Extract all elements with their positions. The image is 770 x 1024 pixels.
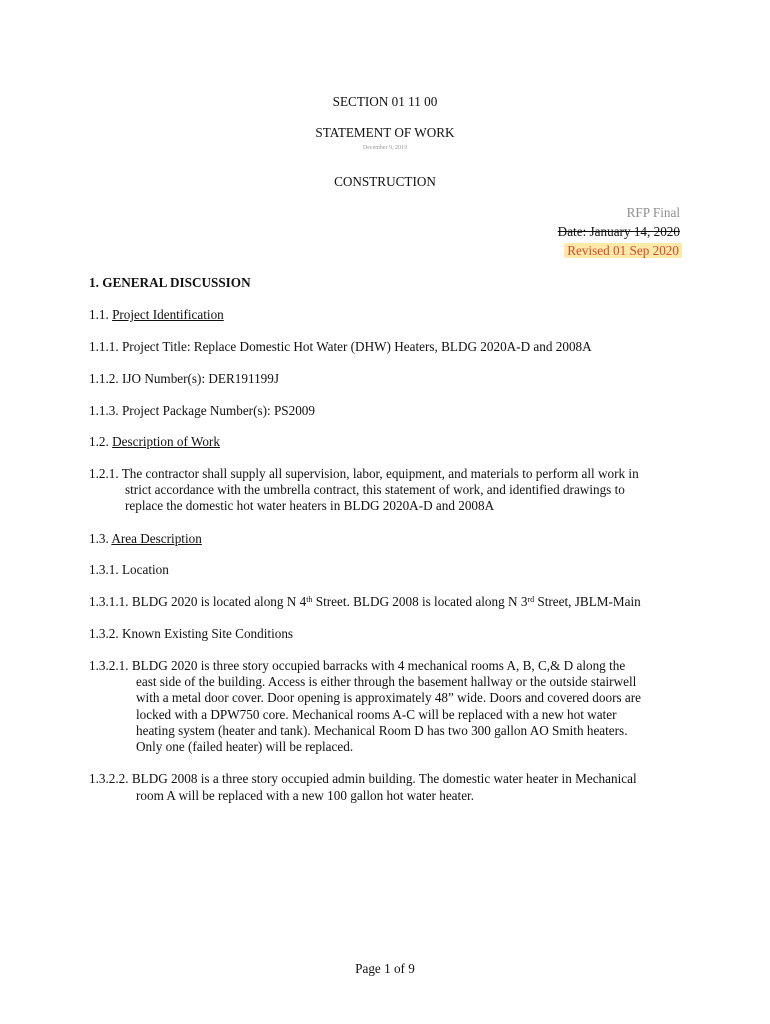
document-subtitle: CONSTRUCTION (334, 174, 436, 189)
site-conditions-heading: 1.3.2. Known Existing Site Conditions (89, 626, 294, 641)
project-title-line: 1.1.1. Project Title: Replace Domestic Hot Water (DHW) Heaters, BLDG 2020A-D and 2008A (89, 339, 592, 354)
text-segment: Street. BLDG 2008 is located along N 3 (312, 594, 528, 609)
location-detail-line (89, 594, 641, 610)
package-number-line: 1.1.3. Project Package Number(s): PS2009 (89, 403, 315, 418)
paragraph-line: heating system (heater and tank). Mechanical Room D has two 300 gallon AO Smith heaters. (136, 723, 628, 738)
paragraph-line: 1.3.2.2. BLDG 2008 is a three story occupied admin building. The domestic water heater in Mechanical (89, 771, 637, 786)
heading-area-description (89, 531, 202, 547)
heading-text: Area Description (111, 531, 202, 546)
paragraph-line: Only one (failed heater) will be replaced. (136, 739, 354, 754)
document-title: STATEMENT OF WORK (315, 125, 455, 140)
paragraph-line: 1.3.2.1. BLDG 2020 is three story occupied barracks with 4 mechanical rooms A, B, C,& D along the (89, 658, 626, 673)
paragraph-line: east side of the building. Access is either through the basement hallway or the outside stairwell (136, 674, 637, 689)
section-heading-general-discussion: 1. GENERAL DISCUSSION (89, 275, 251, 290)
superscript: th (306, 595, 313, 604)
heading-number: 1.1. (89, 307, 113, 322)
ijo-number-line: 1.1.2. IJO Number(s): DER191199J (89, 371, 279, 386)
page-number: Page 1 of 9 (355, 961, 415, 976)
heading-project-identification (89, 307, 224, 323)
text-segment: 1.3.1.1. BLDG 2020 is located along N 4 (89, 594, 307, 609)
paragraph-line: room A will be replaced with a new 100 gallon hot water heater. (136, 788, 475, 803)
heading-text: Description of Work (112, 434, 220, 449)
superscript: rd (527, 595, 535, 604)
location-heading: 1.3.1. Location (89, 562, 169, 577)
faded-date: December 9, 2019 (362, 145, 408, 151)
heading-description-of-work (89, 434, 220, 450)
struck-date: Date: January 14, 2020 (557, 224, 680, 239)
paragraph-line: with a metal door cover. Door opening is approximately 48” wide. Doors and covered doors are (136, 690, 642, 705)
revised-date-wrapper (564, 243, 682, 259)
rfp-status: RFP Final (626, 205, 680, 220)
paragraph-line: replace the domestic hot water heaters in BLDG 2020A-D and 2008A (125, 498, 495, 513)
revised-date: Revised 01 Sep 2020 (564, 243, 682, 258)
heading-number: 1.2. (89, 434, 113, 449)
text-segment: Street, JBLM-Main (534, 594, 641, 609)
heading-text: Project Identification (112, 307, 224, 322)
paragraph-line: strict accordance with the umbrella contract, this statement of work, and identified drawings to (125, 482, 625, 497)
heading-number: 1.3. (89, 531, 112, 546)
paragraph-line: 1.2.1. The contractor shall supply all supervision, labor, equipment, and materials to perform all work in (89, 466, 639, 481)
section-number: SECTION 01 11 00 (332, 94, 438, 109)
paragraph-line: locked with a DPW750 core. Mechanical rooms A-C will be replaced with a new hot water (136, 707, 617, 722)
